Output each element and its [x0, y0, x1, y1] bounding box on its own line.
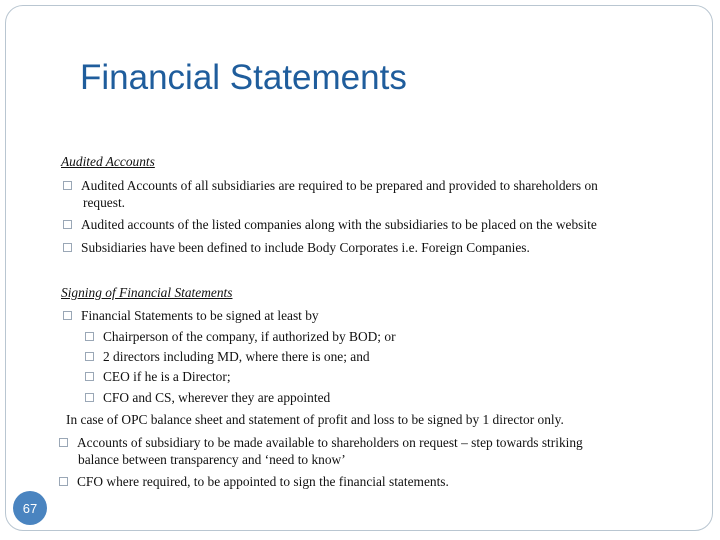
bullet-signed-at-least-by: Financial Statements to be signed at least by	[63, 308, 319, 324]
bullet-subsidiaries-defined: Subsidiaries have been defined to include Body Corporates i.e. Foreign Companies.	[63, 240, 530, 256]
sub-bullet-cfo-cs: CFO and CS, wherever they are appointed	[85, 390, 330, 406]
section-heading-signing: Signing of Financial Statements	[61, 285, 233, 300]
bullet-box-icon	[59, 438, 68, 447]
sub-bullet-chairperson: Chairperson of the company, if authorized by BOD; or	[85, 329, 396, 345]
bullet-accounts-of-subsidiary: Accounts of subsidiary to be made available to shareholders on request – step towards striking	[59, 435, 583, 451]
bullet-box-icon	[85, 372, 94, 381]
bullet-listed-companies: Audited accounts of the listed companies along with the subsidiaries to be placed on the website	[63, 217, 597, 233]
bullet-audited-accounts-subsidiaries: Audited Accounts of all subsidiaries are required to be prepared and provided to shareholders on	[63, 178, 598, 194]
bullet-box-icon	[59, 477, 68, 486]
page-number-badge: 67	[13, 491, 47, 525]
bullet-continuation: request.	[83, 195, 126, 210]
bullet-cfo-where-required: CFO where required, to be appointed to sign the financial statements.	[59, 474, 449, 490]
slide-title: Financial Statements	[80, 58, 407, 97]
bullet-box-icon	[85, 352, 94, 361]
bullet-box-icon	[63, 220, 72, 229]
opc-note: In case of OPC balance sheet and statement of profit and loss to be signed by 1 director only.	[66, 412, 564, 427]
sub-bullet-ceo: CEO if he is a Director;	[85, 369, 231, 385]
bullet-box-icon	[63, 243, 72, 252]
bullet-box-icon	[85, 332, 94, 341]
bullet-box-icon	[63, 181, 72, 190]
bullet-continuation: balance between transparency and ‘need to know’	[78, 452, 346, 467]
bullet-box-icon	[85, 393, 94, 402]
section-heading-audited-accounts: Audited Accounts	[61, 154, 155, 169]
sub-bullet-two-directors: 2 directors including MD, where there is one; and	[85, 349, 370, 365]
bullet-box-icon	[63, 311, 72, 320]
